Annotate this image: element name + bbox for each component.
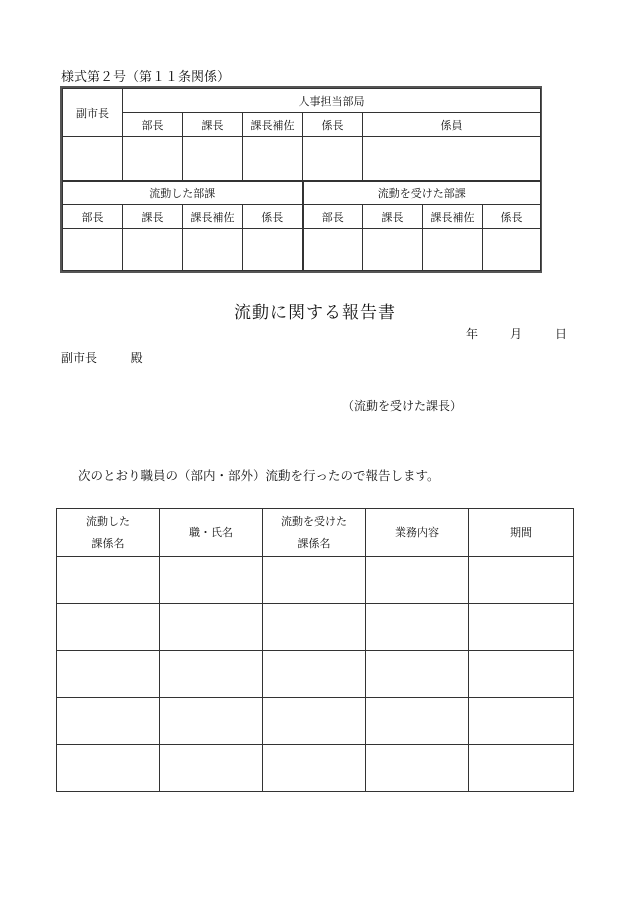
table-cell[interactable] [469,557,574,604]
addressee-name: 副市長 [61,351,98,365]
to-col-header: 課長補佐 [423,205,483,229]
form-number: 様式第２号（第１１条関係） [61,70,231,85]
hr-col-header: 部長 [123,113,183,137]
table-cell[interactable] [469,745,574,792]
header-from-section [57,509,160,557]
stamp-cell[interactable] [123,137,183,181]
table-row [57,557,574,604]
table-cell[interactable] [160,698,263,745]
addressee [61,349,143,366]
header-to-section [263,509,366,557]
hr-dept-header: 人事担当部局 [123,89,541,113]
table-cell[interactable] [263,557,366,604]
table-cell[interactable] [57,604,160,651]
from-col-header: 課長 [123,205,183,229]
stamp-cell[interactable] [423,229,483,271]
stamp-cell[interactable] [363,229,423,271]
header-to-line1: 流動を受けた [281,514,347,528]
table-cell[interactable] [469,604,574,651]
stamp-cell[interactable] [183,229,243,271]
stamp-cell[interactable] [63,137,123,181]
hr-col-header: 課長補佐 [243,113,303,137]
table-cell[interactable] [366,651,469,698]
addressee-honorific: 殿 [130,351,143,365]
stamp-cell[interactable] [303,137,363,181]
table-cell[interactable] [366,604,469,651]
table-cell[interactable] [366,745,469,792]
table-cell[interactable] [366,557,469,604]
to-col-header: 課長 [363,205,423,229]
table-cell[interactable] [160,745,263,792]
hr-col-header: 係長 [303,113,363,137]
table-row [57,698,574,745]
table-cell[interactable] [160,604,263,651]
document-title: 流動に関する報告書 [234,303,396,323]
table-cell[interactable] [160,557,263,604]
stamp-cell[interactable] [183,137,243,181]
table-cell[interactable] [57,698,160,745]
table-cell[interactable] [469,698,574,745]
header-duties: 業務内容 [366,509,469,557]
report-table [56,508,574,792]
date-month-label: 月 [510,327,523,341]
stamp-cell[interactable] [63,229,123,271]
table-cell[interactable] [57,557,160,604]
from-col-header: 係長 [243,205,303,229]
table-cell[interactable] [160,651,263,698]
from-section-header: 流動した部課 [63,181,303,205]
table-row [57,651,574,698]
table-cell[interactable] [366,698,469,745]
approval-stamp-table [60,86,542,273]
stamp-cell[interactable] [303,229,363,271]
stamp-cell[interactable] [243,229,303,271]
header-from-line2: 課係名 [91,536,125,550]
stamp-cell[interactable] [363,137,541,181]
table-cell[interactable] [469,651,574,698]
to-col-header: 部長 [303,205,363,229]
vice-mayor-header: 副市長 [63,89,123,137]
table-cell[interactable] [263,698,366,745]
table-cell[interactable] [57,745,160,792]
to-section-header: 流動を受けた部課 [303,181,541,205]
table-cell[interactable] [263,651,366,698]
header-position-name: 職・氏名 [160,509,263,557]
body-text: 次のとおり職員の（部内・部外）流動を行ったので報告します。 [78,468,440,483]
from-col-header: 課長補佐 [183,205,243,229]
table-row [57,604,574,651]
table-cell[interactable] [57,651,160,698]
header-from-line1: 流動した [86,514,130,528]
header-to-line2: 課係名 [297,536,331,550]
to-col-header: 係長 [483,205,541,229]
table-row [57,745,574,792]
date-year-label: 年 [466,327,479,341]
table-cell[interactable] [263,745,366,792]
report-header-row [57,509,574,557]
from-col-header: 部長 [63,205,123,229]
stamp-cell[interactable] [483,229,541,271]
stamp-cell[interactable] [123,229,183,271]
sender-label: （流動を受けた課長） [342,399,463,413]
table-cell[interactable] [263,604,366,651]
stamp-cell[interactable] [243,137,303,181]
date-day-label: 日 [555,327,568,341]
header-period: 期間 [469,509,574,557]
hr-col-header: 課長 [183,113,243,137]
hr-col-header: 係員 [363,113,541,137]
